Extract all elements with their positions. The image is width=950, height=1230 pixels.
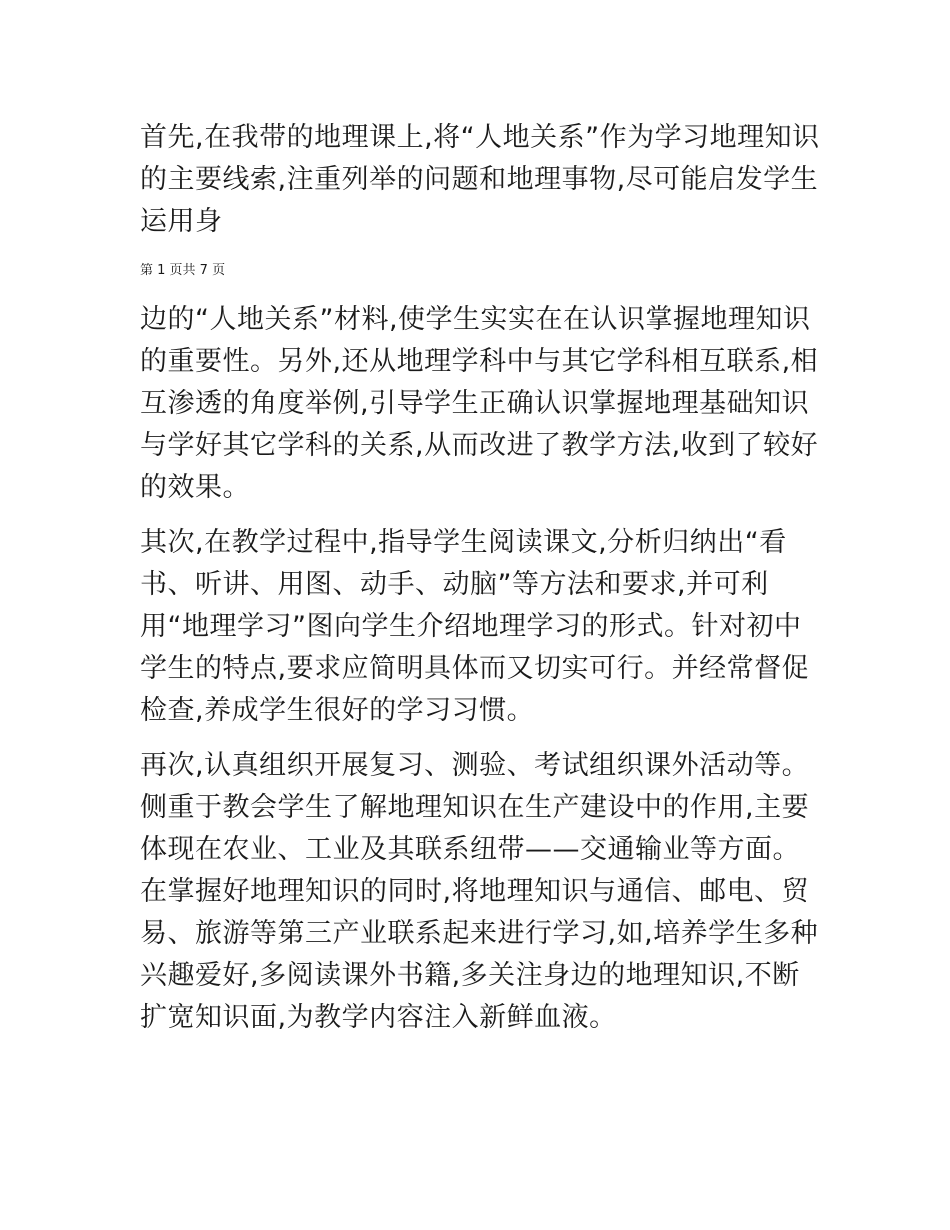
paragraph-human-land-relation: 边的“人地关系”材料,使学生实实在在认识掌握地理知识的重要性。另外,还从地理学科中与其它学科相互联系,相互渗透的角度举例,引导学生正确认识掌握地理基础知识与学好其它学科的关系,从而改进了教学方法,收到了较好的效果。 [140, 304, 819, 503]
document-body [140, 117, 820, 1039]
paragraph-intro-continued: 首先,在我带的地理课上,将“人地关系”作为学习地理知识的主要线索,注重列举的问题和地理事物,尽可能启发学生运用身 [140, 122, 820, 237]
page-number-footer: 第 1 页共 7 页 [140, 263, 226, 278]
paragraph-second-method: 其次,在教学过程中,指导学生阅读课文,分析归纳出“看书、听讲、用图、动手、动脑”等方法和要求,并可利用“地理学习”图向学生介绍地理学习的形式。针对初中学生的特点,要求应简明具体而又切实可行。并经常督促检查,养成学生很好的学习习惯。 [140, 527, 810, 726]
paragraph-third-method: 再次,认真组织开展复习、测验、考试组织课外活动等。侧重于教会学生了解地理知识在生产建设中的作用,主要体现在农业、工业及其联系纽带——交通输业等方面。在掌握好地理知识的同时,将地理知识与通信、邮电、贸易、旅游等第三产业联系起来进行学习,如,培养学生多种兴趣爱好,多阅读课外书籍,多关注身边的地理知识,不断扩宽知识面,为教学内容注入新鲜血液。 [140, 750, 819, 1033]
